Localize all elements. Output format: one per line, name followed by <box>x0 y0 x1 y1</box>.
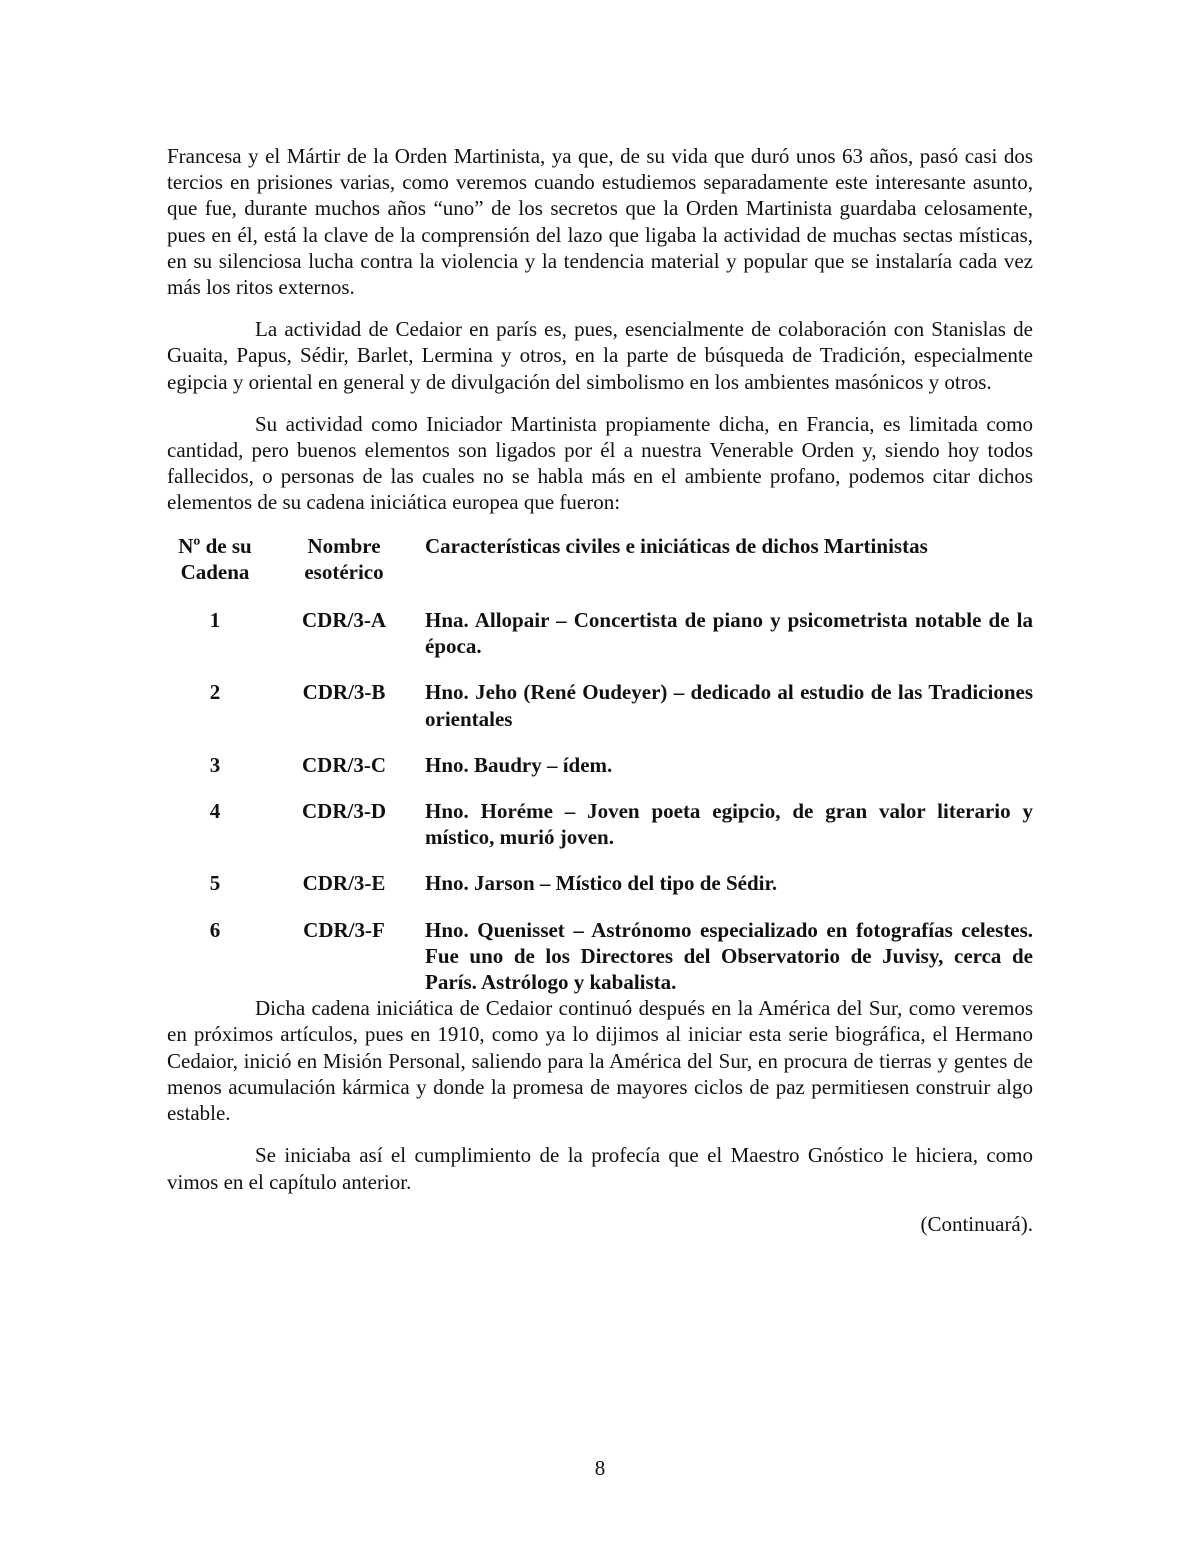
header-characteristics: Características civiles e iniciáticas de dichos Martinistas <box>425 533 928 558</box>
header-chain-number <box>167 533 263 585</box>
table-row <box>167 607 1033 659</box>
page-body <box>167 143 1033 1237</box>
row-description: Hno. Horéme – Joven poeta egipcio, de gran valor literario y místico, murió joven. <box>425 799 1033 850</box>
row-esoteric-name: CDR/3-B <box>302 680 386 705</box>
paragraph-1: Francesa y el Mártir de la Orden Martinista, ya que, de su vida que duró unos 63 años, pasó casi dos tercios en prisiones varias, como veremos cuando estudiemos separadamente este interesante asunto, que fue, durante muchos años “uno” de los secretos que la Orden Martinista guardaba celosamente, pues en él, está la clave de la comprensión del lazo que ligaba la actividad de muchas sectas místicas, en su silenciosa lucha contra la violencia y la tendencia material y popular que se instalaría cada vez más los ritos externos. <box>167 144 1033 300</box>
row-esoteric-name: CDR/3-A <box>302 608 386 633</box>
initiates-table <box>167 533 1033 996</box>
row-esoteric-name: CDR/3-C <box>302 752 386 777</box>
header-esoteric-name <box>263 533 425 585</box>
continuation-note: (Continuará). <box>920 1211 1033 1236</box>
table-row <box>167 870 1033 896</box>
table-header <box>167 533 1033 585</box>
row-esoteric-name: CDR/3-D <box>302 799 386 824</box>
row-description: Hno. Quenisset – Astrónomo especializado en fotografías celestes. Fue uno de los Directores del Observatorio de Juvisy, cerca de París. Astrólogo y kabalista. <box>425 917 1033 995</box>
header-esoteric-name-line1: Nombre <box>307 533 381 558</box>
row-number: 5 <box>209 871 221 896</box>
header-esoteric-name-line2: esotérico <box>304 559 384 584</box>
paragraph-5: Se iniciaba así el cumplimiento de la profecía que el Maestro Gnóstico le hiciera, como vimos en el capítulo anterior. <box>167 1143 1033 1194</box>
paragraph-2: La actividad de Cedaior en parís es, pues, esencialmente de colaboración con Stanislas de Guaita, Papus, Sédir, Barlet, Lermina y otros, en la parte de búsqueda de Tradición, especialmente egipcia y oriental en general y de divulgación del simbolismo en los ambientes masónicos y otros. <box>167 317 1033 394</box>
row-number: 3 <box>209 752 221 777</box>
header-chain-number-line1: Nº de su <box>178 533 252 558</box>
table-row <box>167 679 1033 731</box>
paragraph-4: Dicha cadena iniciática de Cedaior continuó después en la América del Sur, como veremos en próximos artículos, pues en 1910, como ya lo dijimos al iniciar esta serie biográfica, el Hermano Cedaior, inició en Misión Personal, saliendo para la América del Sur, en procura de tierras y gentes de menos acumulación kármica y donde la promesa de mayores ciclos de paz permitiesen construir algo estable. <box>167 996 1033 1126</box>
paragraph-3: Su actividad como Iniciador Martinista propiamente dicha, en Francia, es limitada como cantidad, pero buenos elementos son ligados por él a nuestra Venerable Orden y, siendo hoy todos fallecidos, o personas de las cuales no se habla más en el ambiente profano, podemos citar dichos elementos de su cadena iniciática europea que fueron: <box>167 411 1033 515</box>
row-description: Hno. Baudry – ídem. <box>425 752 613 777</box>
row-number: 1 <box>209 608 221 633</box>
header-chain-number-line2: Cadena <box>180 559 250 584</box>
row-number: 4 <box>209 799 221 824</box>
page-number: 8 <box>594 1456 606 1480</box>
row-description: Hno. Jeho (René Oudeyer) – dedicado al estudio de las Tradiciones orientales <box>425 680 1033 731</box>
row-esoteric-name: CDR/3-E <box>302 871 386 896</box>
row-number: 6 <box>209 917 221 942</box>
row-esoteric-name: CDR/3-F <box>303 917 385 942</box>
table-row <box>167 798 1033 850</box>
row-description: Hna. Allopair – Concertista de piano y psicometrista notable de la época. <box>425 608 1033 659</box>
table-row <box>167 752 1033 778</box>
table-body <box>167 607 1033 995</box>
table-row <box>167 917 1033 996</box>
row-description: Hno. Jarson – Místico del tipo de Sédir. <box>425 871 778 896</box>
row-number: 2 <box>209 680 221 705</box>
